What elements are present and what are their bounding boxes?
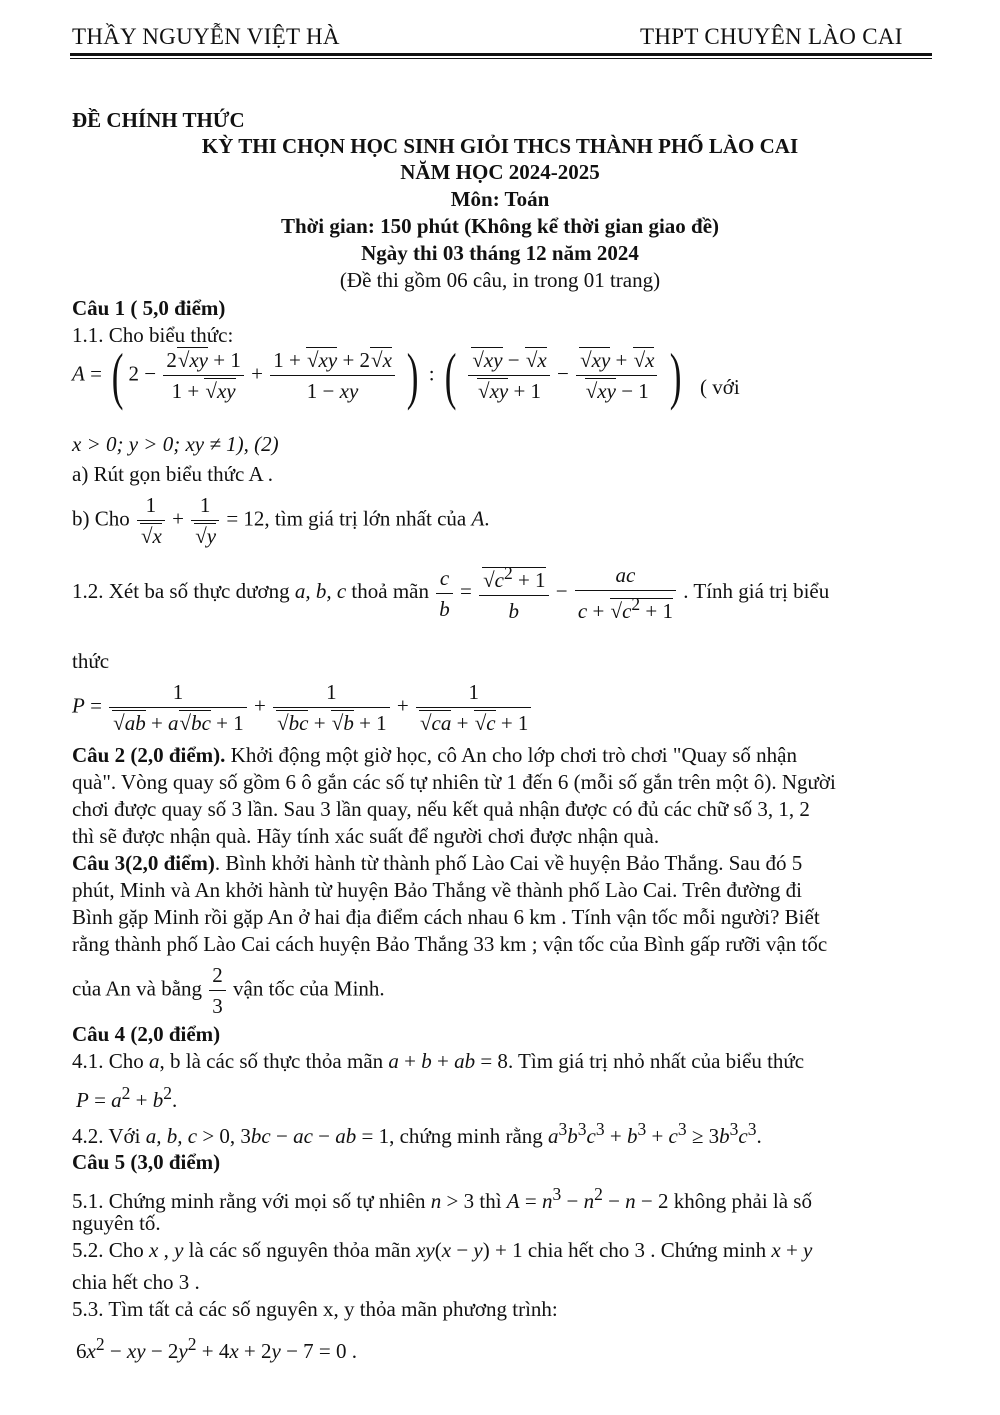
q3-line5: của An và bằng $\frac{2}{3}$ vận tốc của Minh. bbox=[72, 963, 385, 1019]
q3-line2: phút, Minh và An khởi hành từ huyện Bảo Thắng về thành phố Lào Cai. Trên đường đi bbox=[72, 878, 802, 902]
q1-1-intro: 1.1. Cho biểu thức: bbox=[72, 323, 234, 347]
q5-1-post: không phải là số bbox=[673, 1189, 812, 1213]
q1-b: b) Cho $\frac{1}{√x}$ + $\frac{1}{√y}$ = 12, tìm giá trị lớn nhất của A. bbox=[72, 493, 490, 549]
q2-text1: Khởi động một giờ học, cô An cho lớp chơi trò chơi "Quay số nhận bbox=[230, 743, 797, 767]
exam-title: KỲ THI CHỌN HỌC SINH GIỎI THCS THÀNH PHỐ LÀO CAI bbox=[201, 134, 799, 158]
q3-heading: Câu 3(2,0 điểm) bbox=[72, 851, 215, 875]
q5-2-mid1: là các số nguyên thỏa mãn bbox=[188, 1238, 411, 1262]
q4-1: 4.1. Cho a, b là các số thực thỏa mãn a + b + ab = 8. Tìm giá trị nhỏ nhất của biểu thức bbox=[72, 1049, 805, 1073]
q4-1-pre: 4.1. Cho bbox=[72, 1049, 144, 1073]
q1-2-pre: 1.2. Xét ba số thực dương bbox=[72, 578, 290, 603]
q2-line3: chơi được quay số 3 lần. Sau 3 lần quay, nếu kết quả nhận được có đủ các chữ số 3, 1, 2 bbox=[72, 797, 810, 821]
official-label: ĐỀ CHÍNH THỨC bbox=[72, 108, 245, 132]
header-left: THẦY NGUYỄN VIỆT HÀ bbox=[72, 24, 340, 49]
exam-year: NĂM HỌC 2024-2025 bbox=[400, 160, 600, 184]
q5-1-cont: nguyên tố. bbox=[72, 1211, 161, 1235]
q2-heading: Câu 2 (2,0 điểm). bbox=[72, 743, 226, 767]
q4-2: 4.2. Với a, b, c > 0, 3bc − ac − ab = 1, chứng minh rằng $a^3b^3c^3 + b^3 + c^3 \ge 3b^3c^3$. bbox=[72, 1119, 762, 1148]
q1-b-pre: b) Cho bbox=[72, 506, 130, 531]
q1-2-mid: thoả mãn bbox=[351, 578, 429, 603]
q3-line3: Bình gặp Minh rồi gặp An ở hai địa điểm cách nhau 6 km . Tính vận tốc mỗi người? Biết bbox=[72, 905, 820, 929]
q5-heading: Câu 5 (3,0 điểm) bbox=[72, 1150, 221, 1174]
q3-line5-post: vận tốc của Minh. bbox=[233, 976, 385, 1001]
expression-P: P = $\frac{1}{√ab + a√bc + 1}$ + $\frac{1}{√bc + √b + 1}$ + $\frac{1}{√ca + √c + 1}$ bbox=[72, 680, 533, 735]
q5-1: 5.1. Chứng minh rằng với mọi số tự nhiên n > 3 thì $A = n^3 - n^2 - n - 2$ không phải là số bbox=[72, 1184, 812, 1213]
q5-3-equation: $6x^2$ − xy − $2y^2 + 4x + 2y - 7 = 0$ . bbox=[76, 1334, 358, 1363]
with-label: ( với bbox=[700, 375, 740, 399]
q3-text1: . Bình khởi hành từ thành phố Lào Cai về huyện Bảo Thắng. Sau đó 5 bbox=[214, 851, 803, 875]
q3-line4: rằng thành phố Lào Cai cách huyện Bảo Thắng 33 km ; vận tốc của Bình gấp rưỡi vận tốc bbox=[72, 932, 828, 956]
q1-b-var: A bbox=[471, 506, 485, 531]
q1-a: a) Rút gọn biểu thức A . bbox=[72, 462, 273, 486]
q4-2-pre: 4.2. Với bbox=[72, 1124, 141, 1148]
q4-2-mid: , chứng minh rằng bbox=[389, 1124, 543, 1148]
q4-1-mid: , b là các số thực thỏa mãn bbox=[159, 1049, 384, 1073]
header-rule bbox=[70, 53, 932, 56]
exam-time: Thời gian: 150 phút (Không kể thời gian giao đề) bbox=[280, 214, 720, 238]
q2-line1 bbox=[72, 745, 797, 766]
q1-2-vars: a, b, c bbox=[294, 578, 347, 603]
q5-2: 5.2. Cho x , y là các số nguyên thỏa mãn xy(x − y) + 1 chia hết cho 3 . Chứng minh x + y bbox=[72, 1238, 813, 1262]
q4-heading: Câu 4 (2,0 điểm) bbox=[72, 1022, 221, 1046]
q5-2-cont: chia hết cho 3 . bbox=[72, 1270, 200, 1294]
q1-2: 1.2. Xét ba số thực dương a, b, c thoả mãn $\frac{c}{b}$ = $\frac{√c^2 + 1}{b}$ − $\frac{ac}{c + √c^2 + 1}$ . Tính giá trị biểu bbox=[72, 563, 830, 624]
exam-subject: Môn: Toán bbox=[450, 187, 550, 211]
q5-1-pre: 5.1. Chứng minh rằng với mọi số tự nhiên bbox=[72, 1189, 426, 1213]
header-right: THPT CHUYÊN LÀO CAI bbox=[640, 24, 903, 49]
exam-date: Ngày thi 03 tháng 12 năm 2024 bbox=[361, 241, 639, 265]
exam-note: (Đề thi gồm 06 câu, in trong 01 trang) bbox=[339, 268, 661, 292]
q5-1-mid: thì bbox=[479, 1189, 502, 1213]
q3-line5-pre: của An và bằng bbox=[72, 976, 203, 1001]
q4-1-post: . Tìm giá trị nhỏ nhất của biểu thức bbox=[507, 1049, 805, 1073]
q2-line4: thì sẽ được nhận quà. Hãy tính xác suất để người chơi được nhận quà. bbox=[72, 824, 660, 848]
header-rule-thin bbox=[70, 58, 932, 59]
q4-1-expr: $P = a^2 + b^2$. bbox=[76, 1083, 178, 1112]
q5-2-pre: 5.2. Cho bbox=[72, 1238, 144, 1262]
q1-b-post: , tìm giá trị lớn nhất của bbox=[264, 506, 467, 531]
expression-A: A = ( 2 − $\frac{2√xy + 1}{1 + √xy}$ + $\frac{1 + √xy + 2√x}{1 - xy}$ ) : ( $\frac{√xy - √x}{√xy + 1}$ − $\frac{√xy + √x}{√xy - 1}$ ) bbox=[72, 340, 682, 411]
q2-line2: quà". Vòng quay số gồm 6 ô gắn các số tự nhiên từ 1 đến 6 (mỗi số gắn trên một ô). Người bbox=[72, 770, 836, 794]
q1-heading: Câu 1 ( 5,0 điểm) bbox=[72, 296, 226, 320]
q1-2-post: . Tính giá trị biểu bbox=[683, 578, 830, 603]
q1-2-cont: thức bbox=[72, 649, 110, 673]
condition: x > 0; y > 0; xy ≠ 1), (2) bbox=[72, 432, 279, 456]
q5-3: 5.3. Tìm tất cả các số nguyên x, y thỏa mãn phương trình: bbox=[72, 1297, 558, 1321]
q5-2-mid2: chia hết cho 3 . Chứng minh bbox=[527, 1238, 767, 1262]
q3-line1 bbox=[72, 853, 802, 874]
